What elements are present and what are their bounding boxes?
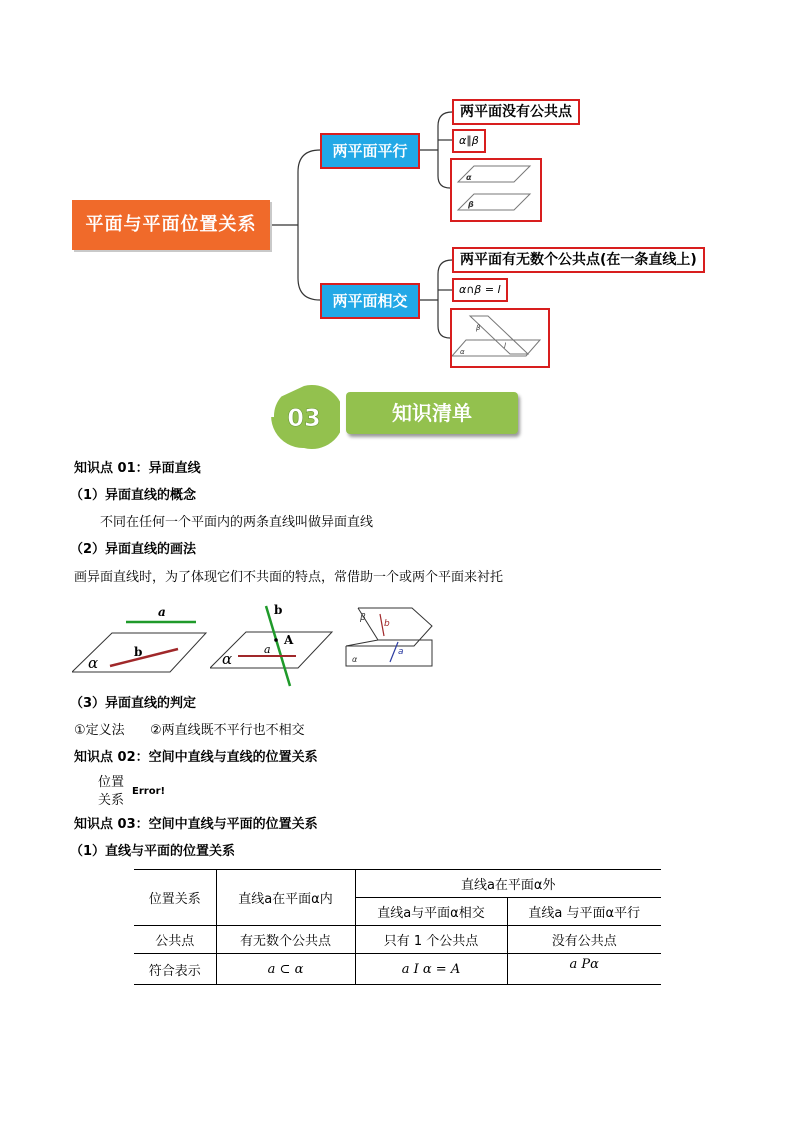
plane-alpha-label: α [460,348,465,356]
branch-intersect: 两平面相交 [320,283,420,319]
leaf-parallel-symbol [452,129,486,153]
leaf-parallel-desc [452,99,580,125]
th-line-in-plane [216,870,355,926]
kp3-title: 知识点 03：空间中直线与平面的位置关系 [74,817,318,832]
cell-intersect-common-points: 只有 1 个公共点 [355,926,507,954]
skew-lines-figure-2 [210,600,338,690]
fig2-line-b-label: b [274,603,283,617]
kp1-subheading-2: （2）异面直线的画法 [70,542,197,557]
skew-lines-figure-3 [344,604,440,678]
cell-in-common-points: 有无数个公共点 [216,926,355,954]
cell-parallel-notation: a Pα [507,954,661,985]
banner-number-badge [270,383,340,451]
plane-beta-label: β [476,324,481,332]
branch-parallel: 两平面平行 [320,133,420,169]
kp2-label-line-1: 位置 [98,775,125,790]
kp2-error-text: Error! [132,786,166,797]
kp2-label-line-2: 关系 [98,793,125,808]
fig3-line-a-label: a [398,647,404,657]
kp1-criteria-1: ①定义法 [74,723,125,738]
kp1-definition: 不同在任何一个平面内的两条直线叫做异面直线 [100,515,374,530]
row-notation-label: 符合表示 [134,954,216,985]
kp1-subheading-3: （3）异面直线的判定 [70,696,197,711]
leaf-parallel-symbol-text: α∥β [459,134,479,147]
fig1-line-b-label: b [134,645,143,659]
parallel-planes-figure [452,160,540,220]
th-line-intersect-plane: 直线a与平面α相交 [355,898,507,926]
leaf-intersect-symbol-text: α∩β = l [459,283,501,296]
line-l-label: l [504,342,506,350]
th-relation: 位置关系 [134,870,216,926]
skew-lines-figure-1 [72,600,208,676]
kp2-title: 知识点 02：空间中直线与直线的位置关系 [74,750,318,765]
leaf-intersect-figure [450,308,550,368]
leaf-intersect-desc [452,247,705,273]
plane-alpha-label: α [466,173,472,182]
banner-number: 03 [287,404,321,432]
line-plane-relation-table [134,869,661,985]
kp1-criteria-2: ②两直线既不平行也不相交 [150,723,305,738]
leaf-parallel-figure [450,158,542,222]
kp1-drawing-text: 画异面直线时，为了体现它们不共面的特点，常借助一个或两个平面来衬托 [74,570,504,585]
fig3-plane-beta-label: β [360,613,366,623]
plane-beta-label: β [468,200,474,209]
mindmap-connectors [0,0,794,380]
th-line-parallel-plane: 直线a 与平面α平行 [507,898,661,926]
fig3-plane-alpha-label: α [352,655,358,664]
banner-label: 知识清单 [346,392,518,434]
fig1-line-a-label: a [158,605,166,619]
leaf-intersect-desc-text: 两平面有无数个公共点(在一条直线上) [460,252,697,268]
th-line-in-plane-text: 直线a在平面α内 [238,892,333,907]
fig1-plane-label: α [88,654,99,672]
row-common-points-label: 公共点 [134,926,216,954]
fig2-line-a-label: a [264,643,271,656]
cell-in-notation: a ⊂ α [216,954,355,985]
cell-intersect-notation: a I α = A [355,954,507,985]
leaf-intersect-symbol [452,278,508,302]
th-line-outside-plane: 直线a在平面α外 [355,870,661,898]
kp3-subheading-1: （1）直线与平面的位置关系 [70,844,236,859]
kp1-title: 知识点 01：异面直线 [74,461,201,476]
fig2-plane-label: α [222,650,233,668]
intersecting-planes-figure [452,310,548,366]
mindmap-root: 平面与平面位置关系 [72,200,270,250]
fig3-line-b-label: b [384,619,390,629]
leaf-parallel-desc-text: 两平面没有公共点 [460,104,572,120]
fig2-point-label: A [284,633,294,647]
kp1-subheading-1: （1）异面直线的概念 [70,488,197,503]
cell-parallel-common-points: 没有公共点 [507,926,661,954]
